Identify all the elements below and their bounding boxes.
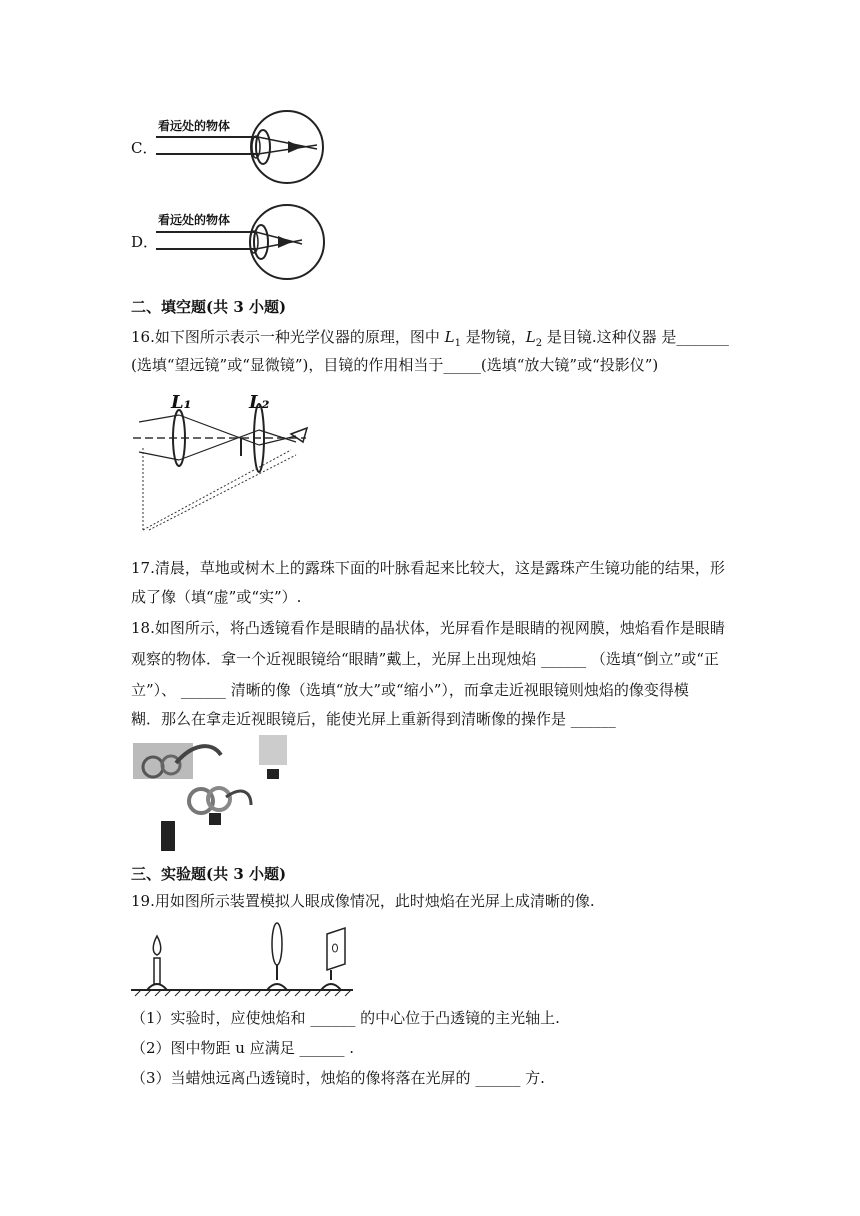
q16-l2-subscript: 2 (535, 338, 543, 349)
option-d-label: D． (131, 233, 159, 251)
q19-sub-question-3: （3）当蜡烛远离凸透镜时，烛焰的像将落在光屏的 ______ 方. (131, 1069, 545, 1087)
q16-figure-l2-label: L₂ (249, 392, 270, 413)
q16-l1-subscript: 1 (454, 338, 461, 349)
q18-line-3: 立”）、 ______ 清晰的像（选填“放大”或“缩小”），而拿走近视眼镜则烛焰的像变得模 (131, 681, 689, 699)
q16-figure-l1-label: L₁ (171, 392, 192, 413)
q19-line-1: 19.用如图所示装置模拟人眼成像情况，此时烛焰在光屏上成清晰的像. (131, 892, 595, 910)
q18-line-1: 18.如图所示，将凸透镜看作是眼睛的晶状体，光屏看作是眼睛的视网膜，烛焰看作是眼睛 (131, 619, 725, 637)
q18-line-4: 糊．那么在拿走近视眼镜后，能使光屏上重新得到清晰像的操作是 ______ (131, 710, 616, 728)
q19-sub-question-1: （1）实验时，应使烛焰和 ______ 的中心位于凸透镜的主光轴上. (131, 1009, 560, 1027)
q16-line1-part-c: 是目镜.这种仪器 是_______ (542, 328, 729, 346)
q18-line-2: 观察的物体．拿一个近视眼镜给“眼睛”戴上，光屏上出现烛焰 ______ （选填“倒立”或“正 (131, 650, 719, 668)
section-2-title: 二、填空题(共 3 小题) (131, 298, 287, 316)
q19-sub-question-2: （2）图中物距 u 应满足 ______ . (131, 1039, 355, 1057)
q16-line-2: (选填“望远镜”或“显微镜”)，目镜的作用相当于_____(选填“放大镜”或“投影仪”) (131, 356, 659, 374)
option-c-figure-text: 看远处的物体 (158, 119, 231, 133)
q17-line-1: 17.清晨，草地或树木上的露珠下面的叶脉看起来比较大，这是露珠产生镜功能的结果，形 (131, 559, 725, 577)
q16-line1-part-b: 是物镜， (460, 328, 526, 346)
q19-optical-bench-figure (131, 920, 356, 1000)
q16-line1-part-a: 16.如下图所示表示一种光学仪器的原理，图中 (131, 328, 445, 346)
q16-microscope-figure (131, 390, 311, 540)
q16-l1-symbol: L (444, 328, 455, 346)
section-3-title: 三、实验题(共 3 小题) (131, 865, 287, 883)
q16-l2-symbol: L (525, 328, 536, 346)
option-d-figure-text: 看远处的物体 (158, 213, 231, 227)
q18-eye-model-photo (131, 735, 296, 857)
option-c-label: C． (131, 139, 158, 157)
q17-line-2: 成了像（填“虚”或“实”）. (131, 588, 302, 606)
q16-line-1 (131, 327, 729, 354)
option-c-eye-figure (152, 105, 332, 190)
option-d-eye-figure (152, 198, 332, 286)
